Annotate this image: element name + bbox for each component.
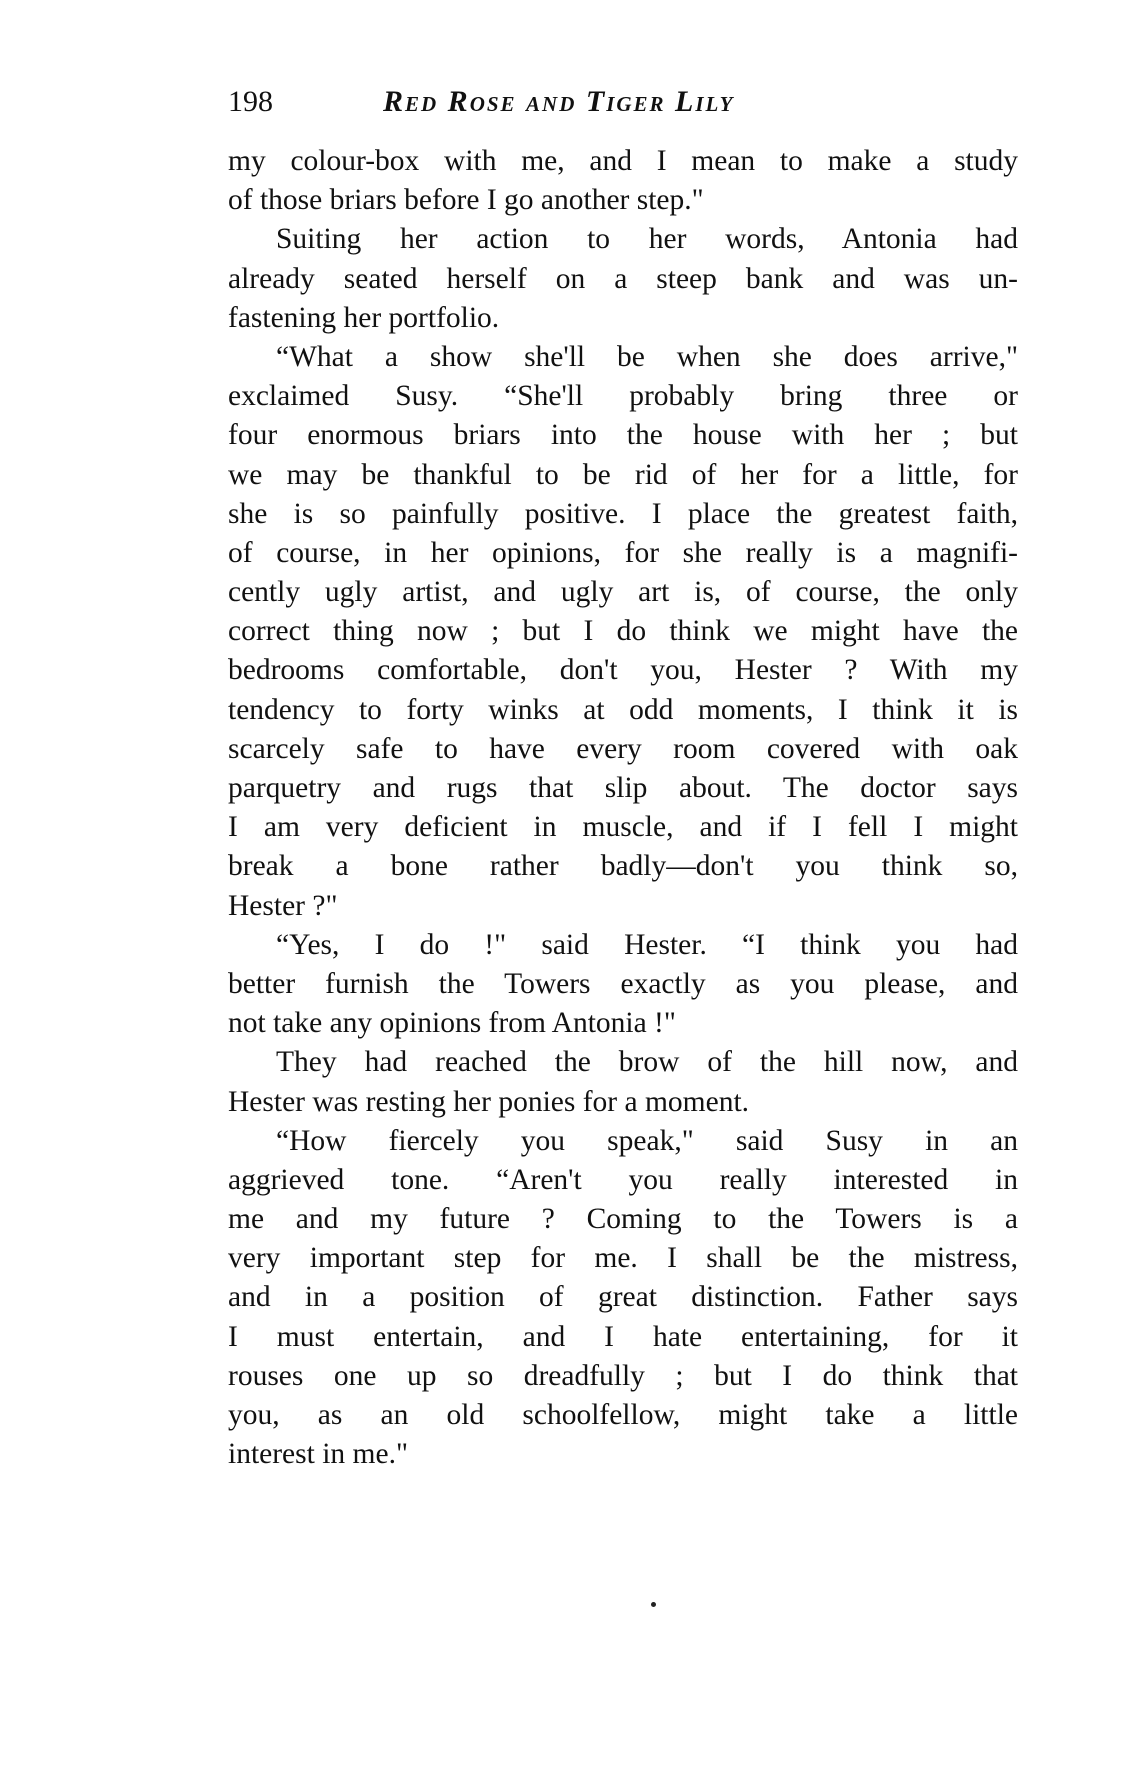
- text-line: correct thing now ; but I do think we might have the: [228, 615, 1018, 648]
- text-line: already seated herself on a steep bank and was un-: [228, 262, 1018, 295]
- running-title: Red Rose and Tiger Lily: [383, 85, 735, 118]
- text-line: scarcely safe to have every room covered with oak: [228, 732, 1018, 765]
- text-line: I am very deficient in muscle, and if I fell I might: [228, 811, 1018, 844]
- text-line: “How fiercely you speak," said Susy in an: [276, 1124, 1018, 1157]
- text-line: parquetry and rugs that slip about. The doctor says: [228, 772, 1018, 804]
- text-line: tendency to forty winks at odd moments, I think it is: [228, 693, 1018, 726]
- page-number: 198: [228, 85, 273, 118]
- text-line: cently ugly artist, and ugly art is, of course, the only: [228, 576, 1018, 609]
- printer-dot-mark: [651, 1602, 656, 1607]
- text-line: Suiting her action to her words, Antonia had: [276, 223, 1018, 256]
- text-line: we may be thankful to be rid of her for a little, for: [228, 458, 1018, 491]
- text-line: me and my future ? Coming to the Towers is a: [228, 1203, 1018, 1236]
- text-line: interest in me.": [228, 1438, 408, 1471]
- text-line: not take any opinions from Antonia !": [228, 1007, 676, 1040]
- page-header: [228, 82, 1018, 122]
- text-line: bedrooms comfortable, don't you, Hester ? With my: [228, 654, 1018, 687]
- text-line: of those briars before I go another step.": [228, 184, 704, 217]
- text-line: you, as an old schoolfellow, might take a little: [228, 1399, 1018, 1431]
- text-line: rouses one up so dreadfully ; but I do think that: [228, 1359, 1018, 1392]
- text-line: aggrieved tone. “Aren't you really interested in: [228, 1163, 1018, 1196]
- text-line: fastening her portfolio.: [228, 301, 500, 334]
- text-line: my colour-box with me, and I mean to make a study: [228, 145, 1018, 177]
- text-line: exclaimed Susy. “She'll probably bring three or: [228, 380, 1018, 413]
- body-text: [228, 142, 1018, 1474]
- text-line: she is so painfully positive. I place the greatest faith,: [228, 497, 1018, 530]
- text-line: break a bone rather badly—don't you think so,: [228, 850, 1018, 883]
- text-line: better furnish the Towers exactly as you please, and: [228, 967, 1018, 1000]
- text-line: and in a position of great distinction. Father says: [228, 1281, 1018, 1314]
- text-line: “Yes, I do !" said Hester. “I think you had: [276, 928, 1018, 961]
- text-line: Hester ?": [228, 889, 338, 922]
- text-line: Hester was resting her ponies for a moment.: [228, 1085, 750, 1118]
- text-line: very important step for me. I shall be the mistress,: [228, 1242, 1018, 1275]
- text-line: They had reached the brow of the hill now, and: [276, 1046, 1018, 1079]
- text-line: “What a show she'll be when she does arrive,": [276, 340, 1018, 373]
- text-line: I must entertain, and I hate entertaining, for it: [228, 1320, 1018, 1353]
- text-line: of course, in her opinions, for she really is a magnifi-: [228, 536, 1018, 569]
- text-line: four enormous briars into the house with her ; but: [228, 419, 1018, 452]
